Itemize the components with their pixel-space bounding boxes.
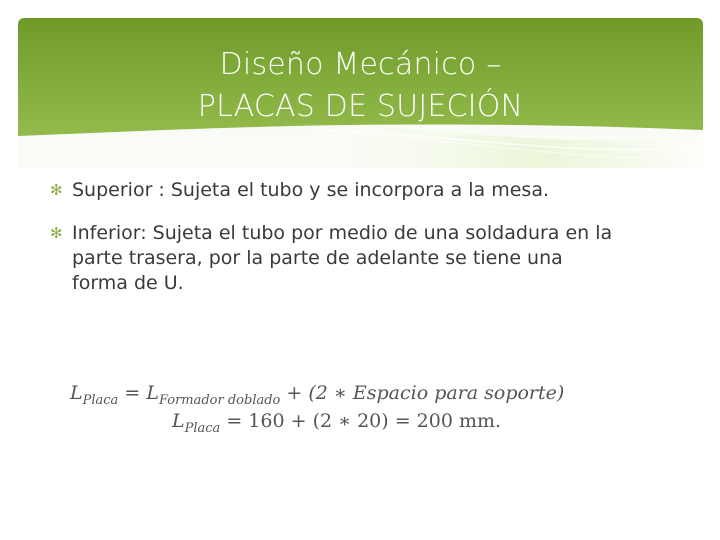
bullet-item-inferior — [48, 221, 618, 296]
formula-variable: L — [172, 410, 185, 432]
formula-variable: L — [70, 382, 83, 404]
formula-subscript: Placa — [82, 393, 119, 408]
bullet-text: Superior : Sujeta el tubo y se incorpora a la mesa. — [72, 179, 550, 201]
formula-line-2 — [172, 408, 501, 442]
formula-variable: L — [146, 382, 159, 404]
bullet-text: Inferior: Sujeta el tubo por medio de una soldadura en la parte trasera, por la parte de adelante se tiene una forma de U. — [72, 222, 613, 294]
bullet-item-superior — [48, 178, 618, 203]
title-line-2: PLACAS DE SUJECIÓN — [197, 89, 524, 124]
title-line-1: Diseño Mecánico – — [219, 47, 502, 82]
formula-subscript: Formador doblado — [158, 393, 281, 408]
formula-subscript: Placa — [184, 421, 221, 436]
asterisk-bullet-icon: ✻ — [50, 181, 63, 199]
bullet-list — [48, 178, 618, 314]
formula-equals: = — [118, 382, 147, 404]
title-banner — [18, 18, 703, 168]
formula-expression: = 160 + (2 ∗ 20) = 200 mm. — [220, 410, 502, 432]
asterisk-bullet-icon: ✻ — [50, 224, 63, 242]
formula-expression: + (2 ∗ Espacio para soporte) — [280, 382, 565, 404]
slide-title — [18, 44, 703, 128]
